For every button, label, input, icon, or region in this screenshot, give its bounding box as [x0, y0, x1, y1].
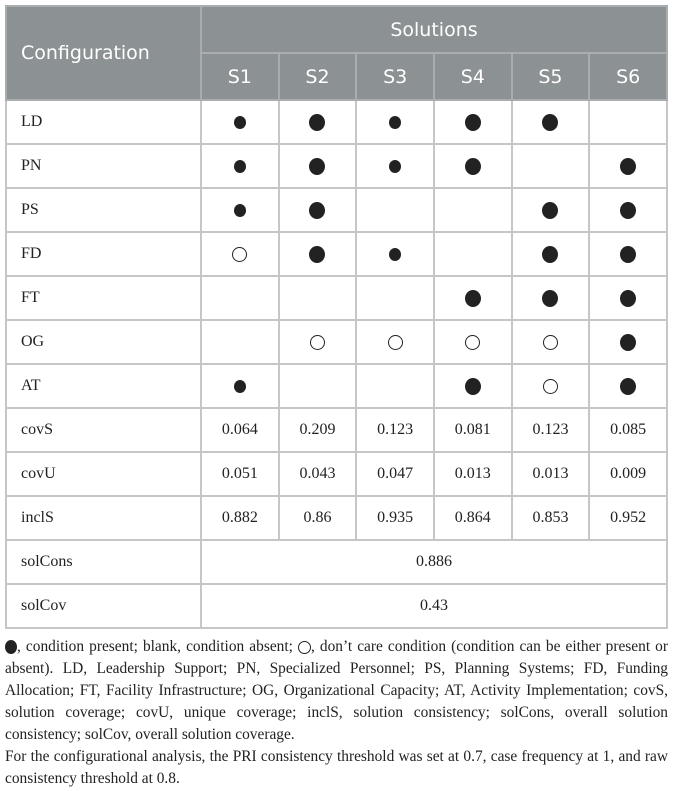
overall-row	[6, 584, 667, 628]
filled-circle-icon	[465, 114, 481, 131]
overall-value: 0.886	[201, 540, 667, 584]
table-row	[6, 276, 667, 320]
filled-circle-icon	[309, 158, 325, 175]
row-label: solCov	[6, 584, 201, 628]
filled-circle-icon	[234, 204, 246, 217]
open-circle-icon	[388, 335, 403, 350]
abbreviations-text: , don’t care condition (condition can be either present or absent). LD, Leadership Support; PN, Specialized Personnel; PS, Planning Systems; FD, Funding Allocation; FT, Facility Infrastructure; OG, Organizational Capacity; AT, Activity Implementation; covS, solution coverage; covU, unique coverage; inclS, solution consistency; solCons, overall solution consistency; solCov, overall solution coverage.	[5, 638, 668, 743]
metric-value: 0.123	[356, 408, 434, 452]
filled-circle-icon	[465, 378, 481, 395]
condition-cell	[279, 232, 357, 276]
filled-circle-icon	[620, 158, 636, 175]
open-circle-icon	[543, 379, 558, 394]
filled-circle-icon	[620, 246, 636, 263]
row-label: FD	[6, 232, 201, 276]
column-header-s5: S5	[512, 53, 590, 100]
filled-circle-icon	[542, 290, 558, 307]
row-label: AT	[6, 364, 201, 408]
filled-circle-icon	[542, 246, 558, 263]
row-label: OG	[6, 320, 201, 364]
condition-cell	[201, 364, 279, 408]
filled-circle-icon	[620, 290, 636, 307]
column-header-s2: S2	[279, 53, 357, 100]
condition-cell	[356, 320, 434, 364]
open-circle-icon	[543, 335, 558, 350]
condition-cell	[356, 276, 434, 320]
open-circle-icon	[232, 247, 247, 262]
condition-cell	[201, 232, 279, 276]
column-header-s3: S3	[356, 53, 434, 100]
condition-cell	[512, 144, 590, 188]
metric-row	[6, 408, 667, 452]
metric-value: 0.047	[356, 452, 434, 496]
condition-cell	[279, 144, 357, 188]
configuration-header: Configuration	[6, 6, 201, 100]
column-header-s1: S1	[201, 53, 279, 100]
solutions-header: Solutions	[201, 6, 667, 53]
metric-value: 0.864	[434, 496, 512, 540]
open-circle-icon	[298, 641, 311, 654]
row-label: FT	[6, 276, 201, 320]
row-label: solCons	[6, 540, 201, 584]
metric-value: 0.013	[434, 452, 512, 496]
filled-circle-icon	[389, 160, 401, 173]
row-label: LD	[6, 100, 201, 144]
metric-value: 0.209	[279, 408, 357, 452]
row-label: PN	[6, 144, 201, 188]
condition-cell	[201, 144, 279, 188]
filled-circle-icon	[620, 334, 636, 351]
metric-value: 0.123	[512, 408, 590, 452]
condition-cell	[279, 320, 357, 364]
metric-value: 0.853	[512, 496, 590, 540]
metric-value: 0.085	[589, 408, 667, 452]
filled-circle-icon	[620, 378, 636, 395]
table-row	[6, 144, 667, 188]
condition-cell	[434, 144, 512, 188]
metric-value: 0.043	[279, 452, 357, 496]
filled-circle-icon	[234, 116, 246, 129]
condition-cell	[512, 320, 590, 364]
overall-value: 0.43	[201, 584, 667, 628]
row-label: PS	[6, 188, 201, 232]
condition-cell	[279, 276, 357, 320]
open-circle-icon	[465, 335, 480, 350]
condition-cell	[201, 276, 279, 320]
condition-cell	[279, 100, 357, 144]
condition-cell	[589, 276, 667, 320]
condition-cell	[589, 364, 667, 408]
condition-cell	[589, 144, 667, 188]
condition-cell	[434, 188, 512, 232]
metric-row	[6, 496, 667, 540]
condition-cell	[434, 232, 512, 276]
condition-cell	[512, 364, 590, 408]
condition-cell	[356, 144, 434, 188]
metric-value: 0.882	[201, 496, 279, 540]
condition-cell	[279, 364, 357, 408]
condition-cell	[434, 100, 512, 144]
condition-cell	[434, 320, 512, 364]
condition-cell	[589, 320, 667, 364]
row-label: inclS	[6, 496, 201, 540]
metric-value: 0.009	[589, 452, 667, 496]
filled-circle-icon	[542, 202, 558, 219]
filled-circle-icon	[309, 114, 325, 131]
metric-value: 0.86	[279, 496, 357, 540]
table-row	[6, 232, 667, 276]
filled-circle-icon	[620, 202, 636, 219]
condition-cell	[201, 100, 279, 144]
filled-circle-icon	[234, 380, 246, 393]
filled-circle-icon	[309, 246, 325, 263]
condition-cell	[512, 188, 590, 232]
condition-cell	[434, 276, 512, 320]
metric-value: 0.051	[201, 452, 279, 496]
threshold-note: For the configurational analysis, the PRI consistency threshold was set at 0.7, case frequency at 1, and raw consistency threshold at 0.8.	[5, 748, 668, 787]
condition-cell	[434, 364, 512, 408]
filled-circle-icon	[5, 640, 17, 654]
condition-cell	[201, 188, 279, 232]
condition-cell	[589, 188, 667, 232]
metric-value: 0.081	[434, 408, 512, 452]
filled-circle-icon	[465, 290, 481, 307]
filled-circle-icon	[542, 114, 558, 131]
condition-cell	[356, 100, 434, 144]
metric-row	[6, 452, 667, 496]
row-label: covS	[6, 408, 201, 452]
metric-value: 0.013	[512, 452, 590, 496]
condition-cell	[356, 232, 434, 276]
condition-cell	[356, 364, 434, 408]
condition-cell	[201, 320, 279, 364]
table-row	[6, 188, 667, 232]
condition-cell	[512, 276, 590, 320]
solutions-table	[5, 5, 668, 629]
condition-cell	[512, 100, 590, 144]
filled-circle-icon	[465, 158, 481, 175]
metric-value: 0.064	[201, 408, 279, 452]
open-circle-icon	[310, 335, 325, 350]
column-header-s6: S6	[589, 53, 667, 100]
table-row	[6, 100, 667, 144]
filled-circle-icon	[389, 116, 401, 129]
overall-row	[6, 540, 667, 584]
filled-circle-icon	[309, 202, 325, 219]
table-row	[6, 320, 667, 364]
column-header-s4: S4	[434, 53, 512, 100]
table-footnote	[5, 636, 668, 790]
condition-cell	[512, 232, 590, 276]
condition-cell	[589, 100, 667, 144]
filled-circle-icon	[234, 160, 246, 173]
metric-value: 0.935	[356, 496, 434, 540]
table-row	[6, 364, 667, 408]
row-label: covU	[6, 452, 201, 496]
metric-value: 0.952	[589, 496, 667, 540]
condition-cell	[279, 188, 357, 232]
condition-cell	[589, 232, 667, 276]
filled-circle-icon	[389, 248, 401, 261]
condition-cell	[356, 188, 434, 232]
legend-text: , condition present; blank, condition absent;	[17, 638, 298, 655]
